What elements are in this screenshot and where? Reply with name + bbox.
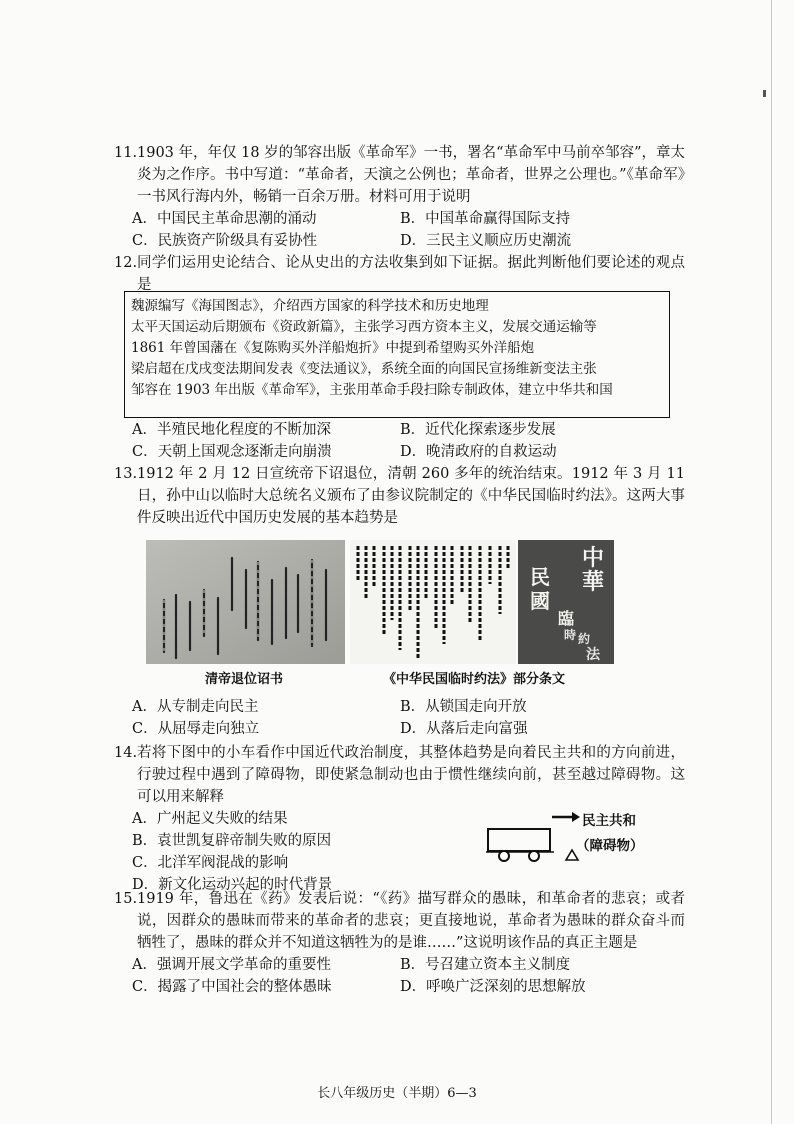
question-stem: 同学们运用史论结合、论从史出的方法收集到如下证据。据此判断他们要论述的观点是 <box>137 255 685 293</box>
question-number: 14. <box>114 745 138 761</box>
question-13 <box>115 463 685 529</box>
figure-caption-left: 清帝退位诏书 <box>205 672 284 687</box>
option-c[interactable]: C．从屈辱走向独立 <box>132 721 260 737</box>
page-footer: 长八年级历史（半期）6—3 <box>317 1086 477 1101</box>
option-b[interactable]: B．中国革命赢得国际支持 <box>400 211 571 227</box>
evidence-line: 魏源编写《海国图志》，介绍西方国家的科学技术和历史地理 <box>131 298 489 314</box>
question-15 <box>115 888 685 954</box>
option-d[interactable]: D．晚清政府的自救运动 <box>400 444 557 460</box>
question-stem: 1903 年，年仅 18 岁的邹容出版《革命军》一书，署名“革命军中马前卒邹容”，章太炎为之作序。书中写道：“革命者，天演之公例也；革命者，世界之公理也。”《革命军》一书风行海内外，畅销一百余万册。材料可用于说明 <box>137 145 686 205</box>
option-d[interactable]: D．新文化运动兴起的时代背景 <box>132 877 333 893</box>
question-stem: 若将下图中的小车看作中国近代政治制度，其整体趋势是向着民主共和的方向前进，行驶过程中遇到了障碍物，即使紧急制动也由于惯性继续向前，甚至越过障碍物。这可以用来解释 <box>137 745 685 805</box>
question-number: 12. <box>114 255 138 271</box>
diagram-arrow-label: 民主共和 <box>582 813 636 829</box>
option-d[interactable]: D．呼唤广泛深刻的思想解放 <box>400 979 586 995</box>
question-stem: 1912 年 2 月 12 日宣统帝下诏退位，清朝 260 多年的统治结束。1912 年 3 月 11 日，孙中山以临时大总统名义颁布了由参议院制定的《中华民国临时约法》。这两大事件反映出近代中国历史发展的基本趋势是 <box>137 466 685 526</box>
cover-title-char: 民 <box>530 565 550 589</box>
cart-body <box>488 829 550 851</box>
question-14 <box>115 742 685 808</box>
option-c[interactable]: C．北洋军阀混战的影响 <box>132 855 289 871</box>
question-stem: 1919 年，鲁迅在《药》发表后说：“《药》描写群众的愚昧，和革命者的悲哀；或者说，因群众的愚昧而带来的革命者的悲哀；更直接地说，革命者为愚昧的群众奋斗而牺牲了，愚昧的群众并不知道这牺牲为的是谁……”这说明该作品的真正主题是 <box>137 891 685 951</box>
figure-caption-right: 《中华民国临时约法》部分条文 <box>383 672 566 687</box>
option-a[interactable]: A．广州起义失败的结果 <box>132 811 288 827</box>
option-b[interactable]: B．袁世凯复辟帝制失败的原因 <box>132 833 332 849</box>
cover-title-char: 中 <box>581 545 604 571</box>
cover-title-char: 時 <box>564 628 577 642</box>
page-edge-line <box>771 0 772 1124</box>
option-a[interactable]: A．从专制走向民主 <box>132 699 259 715</box>
constitution-cover-image <box>518 540 614 664</box>
evidence-line: 梁启超在戊戌变法期间发表《变法通议》，系统全面的向国民宣扬维新变法主张 <box>131 361 597 377</box>
question-number: 13. <box>114 466 138 482</box>
question-number: 15. <box>114 891 138 907</box>
option-b[interactable]: B．近代化探索逐步发展 <box>400 422 556 438</box>
option-c[interactable]: C．民族资产阶级具有妥协性 <box>132 233 318 249</box>
option-c[interactable]: C．揭露了中国社会的整体愚昧 <box>132 979 332 995</box>
evidence-box <box>124 291 670 418</box>
constitution-text-image <box>350 540 516 664</box>
cart-wheel <box>529 851 539 861</box>
cart-wheel <box>499 851 509 861</box>
question-number: 11. <box>114 145 138 161</box>
cover-title-char: 臨 <box>558 609 575 628</box>
option-b[interactable]: B．从锁国走向开放 <box>400 699 527 715</box>
cover-title-char: 法 <box>586 647 600 663</box>
option-a[interactable]: A．中国民主革命思潮的涌动 <box>132 211 317 227</box>
option-d[interactable]: D．三民主义顺应历史潮流 <box>400 233 572 249</box>
evidence-line: 邹容在 1903 年出版《革命军》，主张用革命手段扫除专制政体，建立中华共和国 <box>131 382 613 398</box>
abdication-edict-image <box>146 540 345 664</box>
cover-title-char: 華 <box>581 569 604 595</box>
evidence-line: 1861 年曾国藩在《复陈购买外洋船炮折》中提到希望购买外洋船炮 <box>131 340 535 356</box>
cover-title-char: 國 <box>530 589 550 613</box>
cover-title-char: 約 <box>578 632 591 646</box>
question-11 <box>115 142 685 208</box>
option-c[interactable]: C．天朝上国观念逐渐走向崩溃 <box>132 444 332 460</box>
edge-mark <box>763 90 766 97</box>
question-12 <box>115 252 685 296</box>
option-b[interactable]: B．号召建立资本主义制度 <box>400 957 571 973</box>
cart-diagram <box>484 804 664 866</box>
option-d[interactable]: D．从落后走向富强 <box>400 721 528 737</box>
diagram-obstacle-label: （障碍物） <box>576 838 644 854</box>
option-a[interactable]: A．强调开展文学革命的重要性 <box>132 957 331 973</box>
option-a[interactable]: A．半殖民地化程度的不断加深 <box>132 422 331 438</box>
evidence-line: 太平天国运动后期颁布《资政新篇》，主张学习西方资本主义，发展交通运输等 <box>131 319 597 335</box>
